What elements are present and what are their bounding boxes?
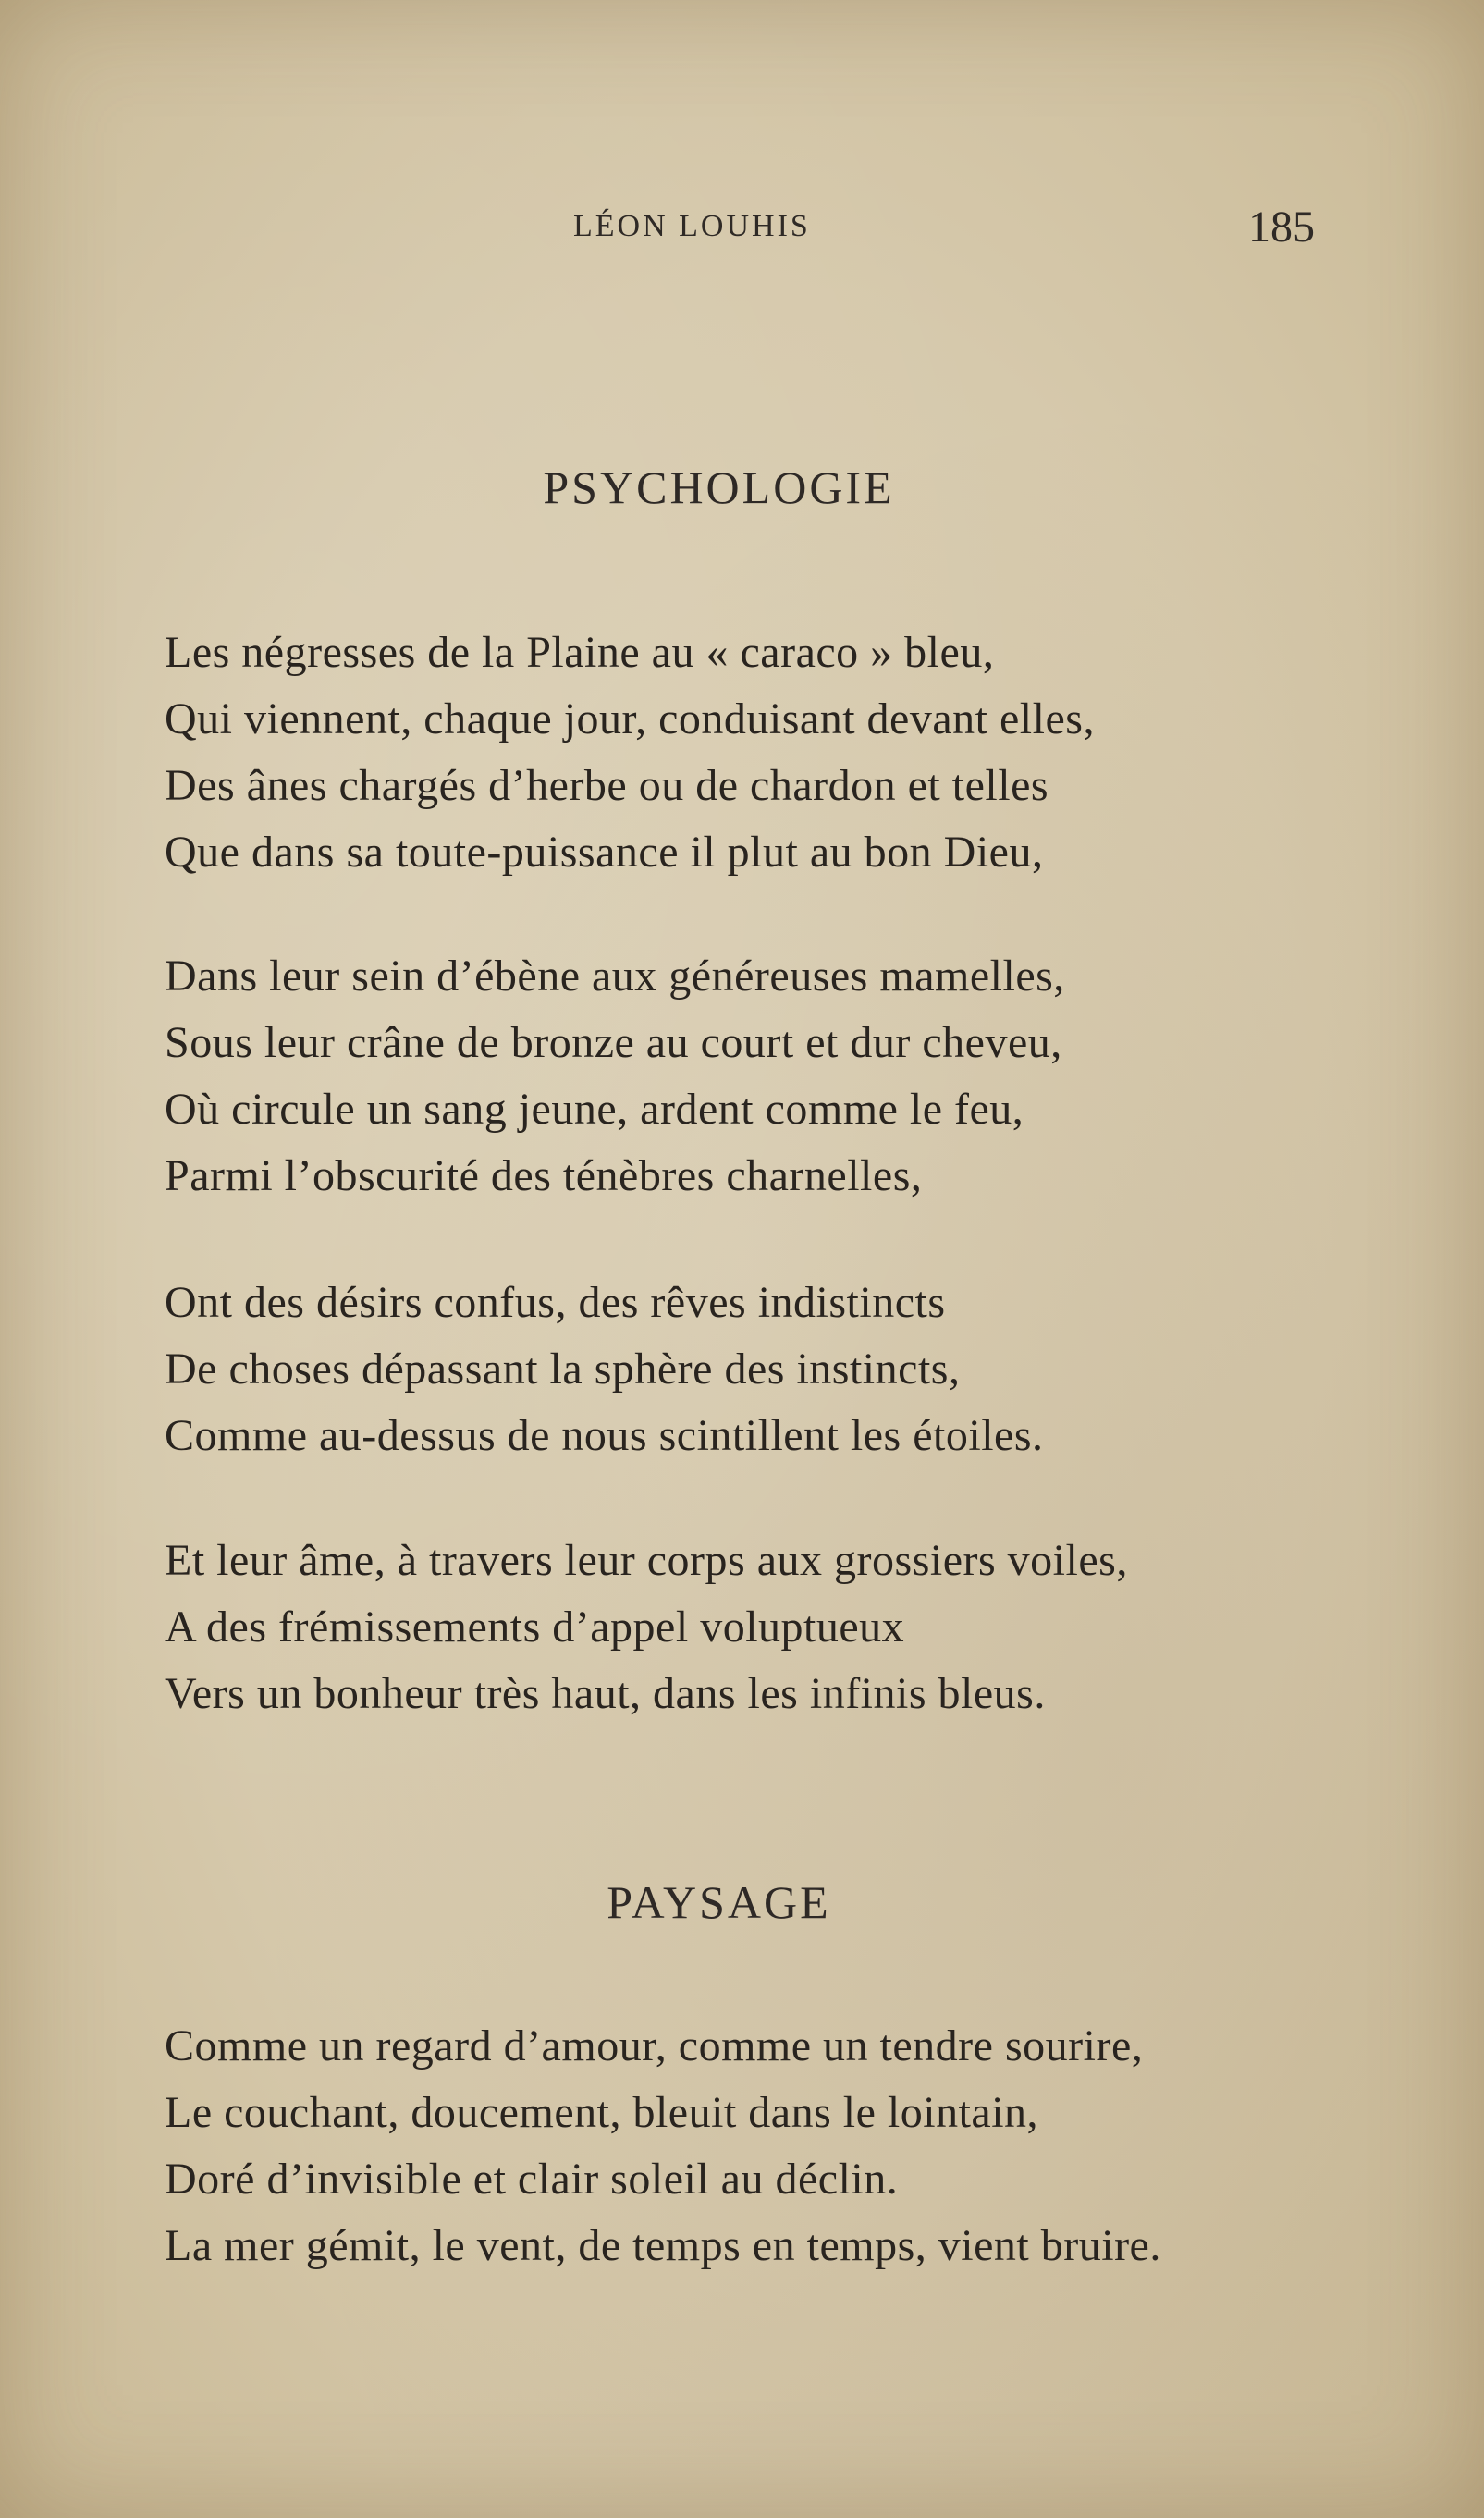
verse-line: La mer gémit, le vent, de temps en temps, vient bruire. (165, 2221, 1161, 2270)
verse-line: De choses dépassant la sphère des instincts, (165, 1345, 961, 1394)
running-head (0, 202, 1484, 257)
verse-line: Ont des désirs confus, des rêves indistincts (165, 1278, 946, 1327)
verse-line: Le couchant, doucement, bleuit dans le lointain, (165, 2088, 1039, 2137)
stanza-1 (165, 620, 1348, 886)
stanza-4 (165, 1528, 1348, 1727)
verse-line: Comme un regard d’amour, comme un tendre sourire, (165, 2021, 1144, 2070)
verse-line: Qui viennent, chaque jour, conduisant devant elles, (165, 694, 1095, 743)
stanza-3 (165, 1270, 1348, 1469)
verse-line: Comme au-dessus de nous scintillent les étoiles. (165, 1411, 1044, 1460)
verse-line: Doré d’invisible et clair soleil au déclin. (165, 2155, 899, 2204)
stanza-2 (165, 943, 1348, 1210)
poem-title-paysage: PAYSAGE (607, 1876, 831, 1928)
verse-line: Vers un bonheur très haut, dans les infinis bleus. (165, 1669, 1046, 1718)
poem-title-psychologie: PSYCHOLOGIE (543, 461, 895, 513)
verse-line: A des frémissements d’appel voluptueux (165, 1603, 905, 1652)
page-number: 185 (1248, 203, 1315, 252)
stanza-paysage-1 (165, 2013, 1348, 2279)
verse-line: Et leur âme, à travers leur corps aux grossiers voiles, (165, 1536, 1128, 1585)
verse-line: Que dans sa toute-puissance il plut au bon Dieu, (165, 828, 1044, 877)
verse-line: Sous leur crâne de bronze au court et dur cheveu, (165, 1018, 1062, 1067)
verse-line: Dans leur sein d’ébène aux généreuses mamelles, (165, 952, 1065, 1001)
verse-line: Parmi l’obscurité des ténèbres charnelles, (165, 1151, 923, 1200)
verse-line: Des ânes chargés d’herbe ou de chardon et telles (165, 761, 1049, 810)
verse-line: Où circule un sang jeune, ardent comme le feu, (165, 1085, 1024, 1134)
author-name: LÉON LOUHIS (573, 209, 811, 243)
verse-line: Les négresses de la Plaine au « caraco » bleu, (165, 628, 995, 677)
